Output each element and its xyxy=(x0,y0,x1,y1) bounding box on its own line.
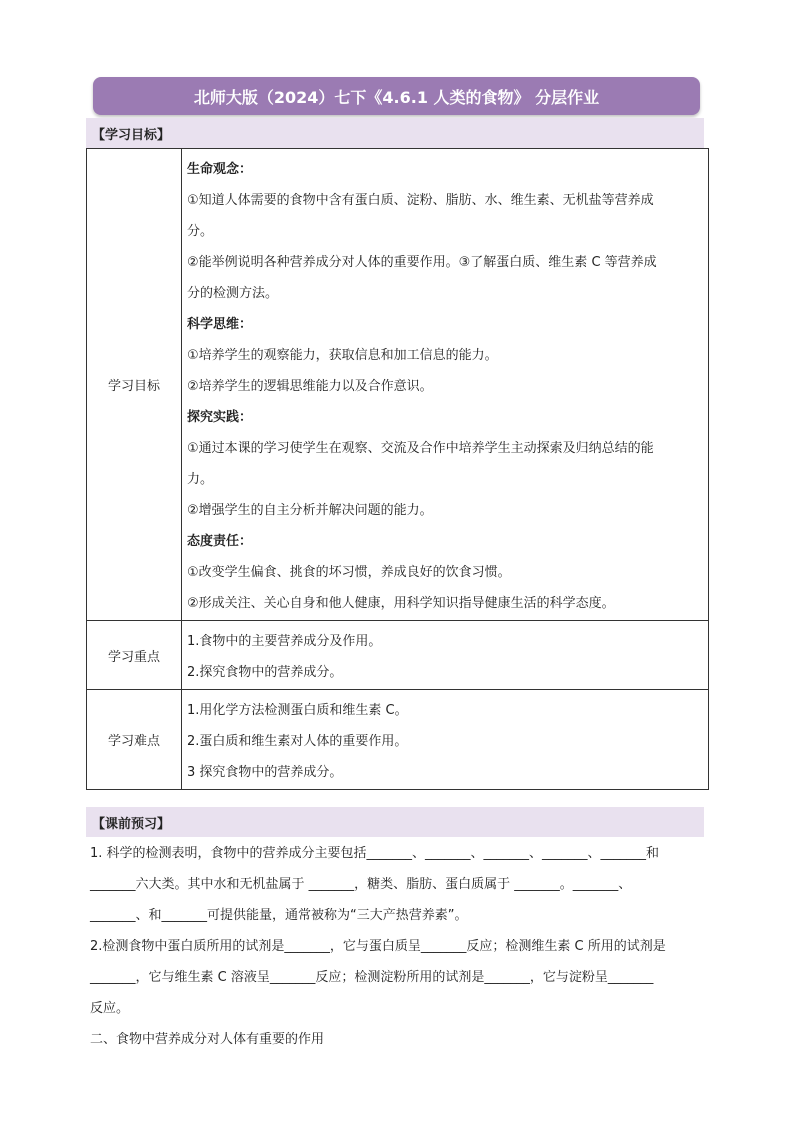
difficulties-content xyxy=(183,691,707,788)
text-line: ②形成关注、关心自身和他人健康，用科学知识指导健康生活的科学态度。 xyxy=(187,596,615,611)
text-line: 生命观念： xyxy=(187,162,253,177)
goals-section-header: 【学习目标】 xyxy=(86,118,704,148)
preview-section-header: 【课前预习】 xyxy=(86,807,704,837)
text-line: ②能举例说明各种营养成分对人体的重要作用。③了解蛋白质、维生素 C 等营养成 xyxy=(187,255,657,270)
text-line: 2.蛋白质和维生素对人体的重要作用。 xyxy=(187,734,408,749)
text-line: 2.检测食物中蛋白质所用的试剂是_______，它与蛋白质呈_______反应；检测维生素 C 所用的试剂是 xyxy=(90,939,666,954)
text-line: 力。 xyxy=(187,472,214,487)
text-line: ②培养学生的逻辑思维能力以及合作意识。 xyxy=(187,379,433,394)
key-points-content xyxy=(183,622,707,688)
preview-content xyxy=(90,838,702,1055)
text-line: 1. 科学的检测表明，食物中的营养成分主要包括_______、_______、_______、_______、_______和 xyxy=(90,846,660,861)
text-line: ①知道人体需要的食物中含有蛋白质、淀粉、脂肪、水、维生素、无机盐等营养成 xyxy=(187,193,654,208)
row-label: 学习重点 xyxy=(87,621,182,690)
row-label: 学习目标 xyxy=(87,149,182,621)
table-row xyxy=(87,621,709,690)
text-line: ①通过本课的学习使学生在观察、交流及合作中培养学生主动探索及归纳总结的能 xyxy=(187,441,654,456)
text-line: _______、和_______可提供能量，通常被称为“三大产热营养素”。 xyxy=(90,908,468,923)
text-line: ②增强学生的自主分析并解决问题的能力。 xyxy=(187,503,433,518)
text-line: 分的检测方法。 xyxy=(187,286,279,301)
text-line: 2.探究食物中的营养成分。 xyxy=(187,665,343,680)
text-line: 科学思维： xyxy=(187,317,253,332)
table-row xyxy=(87,149,709,621)
text-line: 3 探究食物中的营养成分。 xyxy=(187,765,343,780)
text-line: 二、食物中营养成分对人体有重要的作用 xyxy=(90,1032,325,1047)
text-line: 反应。 xyxy=(90,1001,130,1016)
text-line: 态度责任： xyxy=(187,534,253,549)
goals-table xyxy=(86,148,709,790)
text-line: ①培养学生的观察能力，获取信息和加工信息的能力。 xyxy=(187,348,498,363)
text-line: 1.食物中的主要营养成分及作用。 xyxy=(187,634,382,649)
row-label: 学习难点 xyxy=(87,690,182,790)
goals-content xyxy=(183,150,707,619)
text-line: ①改变学生偏食、挑食的坏习惯，养成良好的饮食习惯。 xyxy=(187,565,511,580)
text-line: 探究实践： xyxy=(187,410,253,425)
text-line: _______，它与维生素 C 溶液呈_______反应；检测淀粉所用的试剂是_______，它与淀粉呈_______ xyxy=(90,970,654,985)
table-row xyxy=(87,690,709,790)
text-line: 1.用化学方法检测蛋白质和维生素 C。 xyxy=(187,703,408,718)
text-line: 分。 xyxy=(187,224,214,239)
text-line: _______六大类。其中水和无机盐属于 _______，糖类、脂肪、蛋白质属于 _______。_______、 xyxy=(90,877,632,892)
page-title: 北师大版（2024）七下《4.6.1 人类的食物》 分层作业 xyxy=(93,77,700,115)
